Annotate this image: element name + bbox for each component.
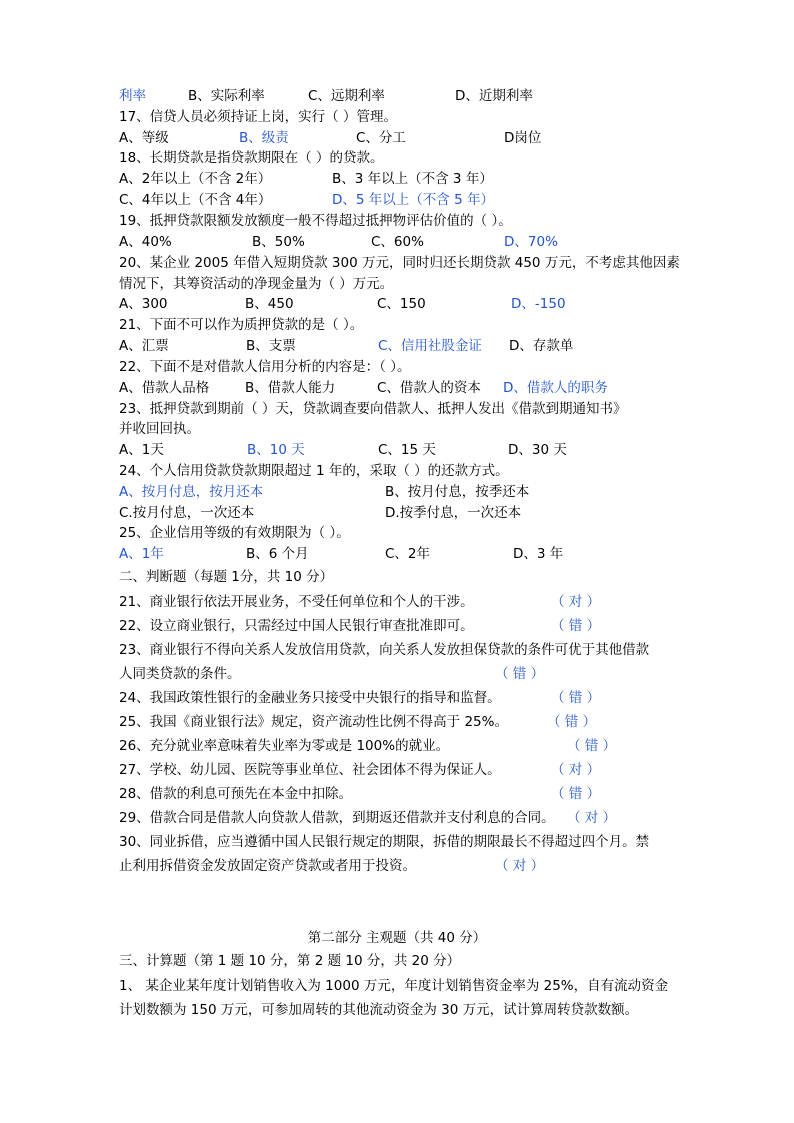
q23-option-a: A、1天: [119, 442, 164, 458]
q16-option-b: B、实际利率: [188, 88, 265, 104]
judge-statement: 人同类贷款的条件。: [119, 666, 241, 682]
q24-option-a-answer: A、按月付息，按月还本: [119, 484, 264, 500]
calc1-line1: 1、 某企业某年度计划销售收入为 1000 万元，年度计划销售资金率为 25%，自有流动资金: [119, 978, 669, 994]
q22-stem: 22、下面不是对借款人信用分析的内容是：（ ）。: [119, 359, 411, 375]
judge-statement: 26、充分就业率意味着失业率为零或是 100%的就业。: [119, 738, 450, 754]
q17-stem: 17、信贷人员必须持证上岗，实行（ ）管理。: [119, 109, 397, 125]
q25-option-a-answer: A、1年: [119, 546, 164, 562]
q17-option-d: D岗位: [504, 130, 542, 146]
q23-option-c: C、15 天: [378, 442, 436, 458]
q20-option-b: B、450: [245, 296, 294, 312]
q20-option-d-answer: D、-150: [511, 296, 566, 312]
judge-statement: 29、借款合同是借款人向贷款人借款，到期返还借款并支付利息的合同。: [119, 810, 555, 826]
judge-answer: （ 错 ）: [551, 618, 601, 634]
judge-answer: （ 对 ）: [495, 858, 545, 874]
q20-stem-line2: 情况下，其筹资活动的净现金量为（ ）万元。: [119, 276, 394, 292]
q18-option-a: A、2年以上（不含 2年）: [119, 171, 272, 187]
q16-option-a-answer: 利率: [119, 88, 146, 104]
judge-answer: （ 错 ）: [547, 714, 597, 730]
judge-statement: 27、学校、幼儿园、医院等事业单位、社会团体不得为保证人。: [119, 762, 501, 778]
q19-stem: 19、抵押贷款限额发放额度一般不得超过抵押物评估价值的（ ）。: [119, 213, 512, 229]
q21-stem: 21、下面不可以作为质押贷款的是（ ）。: [119, 317, 364, 333]
q18-option-d-answer: D、5 年以上（不含 5 年）: [332, 192, 494, 208]
q22-option-c: C、借款人的资本: [377, 380, 481, 396]
judge-statement: 24、我国政策性银行的金融业务只接受中央银行的指导和监督。: [119, 690, 501, 706]
q18-option-b: B、3 年以上（不含 3 年）: [332, 171, 493, 187]
q19-option-d-answer: D、70%: [504, 234, 558, 250]
q25-option-c: C、2年: [385, 546, 431, 562]
q24-option-b: B、按月付息，按季还本: [385, 484, 530, 500]
judge-answer: （ 错 ）: [495, 666, 545, 682]
part2-title: 第二部分 主观题（共 40 分）: [307, 930, 487, 946]
q23-option-d: D、30 天: [508, 442, 567, 458]
judge-statement: 25、我国《商业银行法》规定，资产流动性比例不得高于 25%。: [119, 714, 508, 730]
q20-option-c: C、150: [377, 296, 426, 312]
q25-option-d: D、3 年: [513, 546, 564, 562]
section2-title: 二、判断题（每题 1分，共 10 分）: [119, 569, 334, 585]
q22-option-b: B、借款人能力: [245, 380, 336, 396]
q17-option-a: A、等级: [119, 130, 169, 146]
q18-option-c: C、4年以上（不含 4年）: [119, 192, 272, 208]
judge-answer: （ 错 ）: [567, 738, 617, 754]
judge-statement: 止利用拆借资金发放固定资产贷款或者用于投资。: [119, 858, 416, 874]
q23-stem-line1: 23、抵押贷款到期前（ ）天，贷款调查要向借款人、抵押人发出《借款到期通知书》: [119, 401, 627, 417]
q23-option-b-answer: B、10 天: [247, 442, 305, 458]
q20-option-a: A、300: [119, 296, 168, 312]
q16-option-d: D、近期利率: [455, 88, 533, 104]
judge-statement: 28、借款的利息可预先在本金中扣除。: [119, 786, 353, 802]
judge-item-30-line1: 30、同业拆借，应当遵循中国人民银行规定的期限，拆借的期限最长不得超过四个月。禁: [119, 834, 650, 850]
judge-statement: 22、设立商业银行，只需经过中国人民银行审查批准即可。: [119, 618, 474, 634]
q25-option-b: B、6 个月: [246, 546, 309, 562]
judge-answer: （ 错 ）: [551, 786, 601, 802]
q23-stem-line2: 并收回回执。: [119, 421, 200, 437]
q20-stem-line1: 20、某企业 2005 年借入短期贷款 300 万元，同时归还长期贷款 450 万元，不考虑其他因素: [119, 255, 680, 271]
q25-stem: 25、企业信用等级的有效期限为（ ）。: [119, 525, 350, 541]
q22-option-d-answer: D、借款人的职务: [503, 380, 608, 396]
q19-option-b: B、50%: [252, 234, 305, 250]
section3-title: 三、计算题（第 1 题 10 分，第 2 题 10 分，共 20 分）: [119, 953, 461, 969]
q18-stem: 18、长期贷款是指贷款期限在（ ）的贷款。: [119, 150, 384, 166]
q19-option-a: A、40%: [119, 234, 172, 250]
judge-answer: （ 对 ）: [551, 762, 601, 778]
q21-option-c-answer: C、信用社股金证: [378, 338, 482, 354]
q24-option-c: C.按月付息，一次还本: [119, 505, 255, 521]
judge-item-23-line1: 23、商业银行不得向关系人发放信用贷款，向关系人发放担保贷款的条件可优于其他借款: [119, 642, 650, 658]
q22-option-a: A、借款人品格: [119, 380, 210, 396]
q24-option-d: D.按季付息，一次还本: [385, 505, 522, 521]
judge-statement: 21、商业银行依法开展业务，不受任何单位和个人的干涉。: [119, 594, 474, 610]
q21-option-d: D、存款单: [509, 338, 574, 354]
q24-stem: 24、个人信用贷款贷款期限超过 1 年的，采取（ ）的还款方式。: [119, 463, 509, 479]
judge-answer: （ 对 ）: [567, 810, 617, 826]
q17-option-c: C、分工: [356, 130, 406, 146]
calc1-line2: 计划数额为 150 万元，可参加周转的其他流动资金为 30 万元，试计算周转贷款数额。: [119, 1002, 639, 1018]
judge-answer: （ 错 ）: [551, 690, 601, 706]
q16-option-c: C、远期利率: [308, 88, 385, 104]
q21-option-a: A、汇票: [119, 338, 169, 354]
q17-option-b-answer: B、级责: [239, 130, 289, 146]
q21-option-b: B、支票: [246, 338, 296, 354]
q19-option-c: C、60%: [371, 234, 424, 250]
judge-answer: （ 对 ）: [551, 594, 601, 610]
